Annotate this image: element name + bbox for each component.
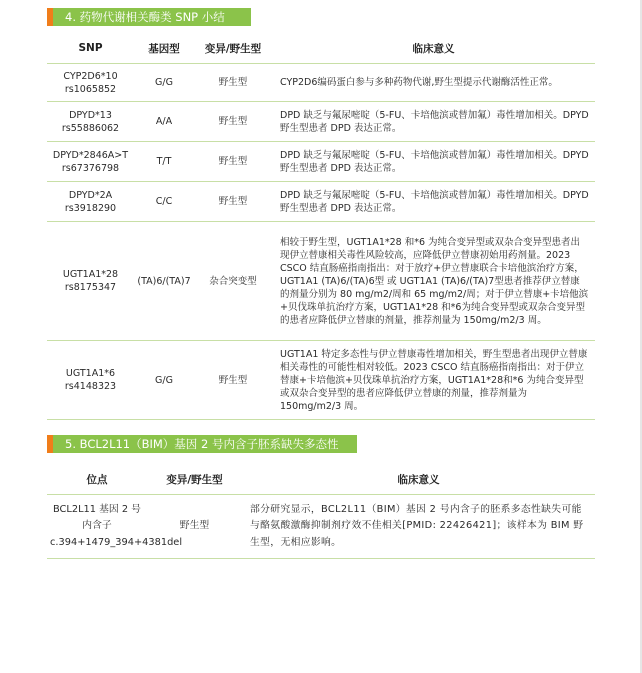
section-4-title: 4. 药物代谢相关酶类 SNP 小结 xyxy=(65,10,225,24)
col-header-genotype: 基因型 xyxy=(134,33,194,64)
type-cell: 野生型 xyxy=(194,142,272,182)
genotype-cell: A/A xyxy=(134,102,194,142)
section-4-header xyxy=(47,8,251,26)
snp-cell: UGT1A1*6 rs4148323 xyxy=(47,341,134,420)
genotype-cell: G/G xyxy=(134,64,194,102)
col-header-type: 变异/野生型 xyxy=(194,33,272,64)
table-header-row xyxy=(47,464,595,495)
meaning-cell: CYP2D6编码蛋白参与多种药物代谢,野生型提示代谢酶活性正常。 xyxy=(272,64,595,102)
snp-cell: DPYD*13 rs55886062 xyxy=(47,102,134,142)
section-5-title: 5. BCL2L11（BIM）基因 2 号内含子胚系缺失多态性 xyxy=(65,437,339,451)
meaning-cell: 相较于野生型，UGT1A1*28 和*6 为纯合变异型或双杂合变异型患者出现伊立替康相关毒性风险较高，应降低伊立替康初始用药剂量。2023 CSCO 结直肠癌指南指出：对于放疗+伊立替康联合卡培他滨治疗方案，UGT1A1 (TA)6/(TA)6型 或 UGT1A1 (TA)6/(TA)7型患者推荐伊立替康的剂量分别为 80 mg/m2/周和 65 mg/m2/周；对于伊立替康+卡培他滨+贝伐珠单抗治疗方案，UGT1A1*28 和*6为纯合变异型或双杂合变异型的患者应降低伊立替康的剂量，推荐剂量为 150mg/m2/3 周。 xyxy=(272,222,595,341)
type-cell: 野生型 xyxy=(147,495,242,559)
type-cell: 野生型 xyxy=(194,64,272,102)
genotype-cell: C/C xyxy=(134,182,194,222)
table-row xyxy=(47,341,595,420)
section-5-header xyxy=(47,435,357,453)
table-row xyxy=(47,222,595,341)
type-cell: 野生型 xyxy=(194,102,272,142)
genotype-cell: (TA)6/(TA)7 xyxy=(134,222,194,341)
snp-summary-table xyxy=(47,33,595,420)
col-header-site: 位点 xyxy=(47,464,147,495)
snp-cell: UGT1A1*28 rs8175347 xyxy=(47,222,134,341)
meaning-cell: UGT1A1 特定多态性与伊立替康毒性增加相关，野生型患者出现伊立替康相关毒性的可能性相对较低。2023 CSCO 结直肠癌指南指出：对于伊立替康+卡培他滨+贝伐珠单抗治疗方案，UGT1A1*28和*6 为纯合变异型或双杂合变异型的患者应降低伊立替康的剂量，推荐剂量为 150mg/m2/3 周。 xyxy=(272,341,595,420)
type-cell: 野生型 xyxy=(194,341,272,420)
col-header-type: 变异/野生型 xyxy=(147,464,242,495)
meaning-cell: 部分研究显示，BCL2L11（BIM）基因 2 号内含子的胚系多态性缺失可能与酪氨酸激酶抑制剂疗效不佳相关[PMID: 22426421]；该样本为 BIM 野生型，无相应影响。 xyxy=(242,495,595,559)
table-row xyxy=(47,64,595,102)
table-row xyxy=(47,102,595,142)
meaning-cell: DPD 缺乏与氟尿嘧啶（5-FU、卡培他滨或替加氟）毒性增加相关。DPYD 野生型患者 DPD 表达正常。 xyxy=(272,102,595,142)
genotype-cell: T/T xyxy=(134,142,194,182)
snp-cell: DPYD*2A rs3918290 xyxy=(47,182,134,222)
col-header-meaning: 临床意义 xyxy=(272,33,595,64)
site-cell: BCL2L11 基因 2 号内含子 c.394+1479_394+4381del xyxy=(47,495,147,559)
snp-cell: DPYD*2846A>T rs67376798 xyxy=(47,142,134,182)
snp-cell: CYP2D6*10 rs1065852 xyxy=(47,64,134,102)
type-cell: 野生型 xyxy=(194,182,272,222)
table-row xyxy=(47,182,595,222)
meaning-cell: DPD 缺乏与氟尿嘧啶（5-FU、卡培他滨或替加氟）毒性增加相关。DPYD 野生型患者 DPD 表达正常。 xyxy=(272,142,595,182)
table-row xyxy=(47,142,595,182)
type-cell: 杂合突变型 xyxy=(194,222,272,341)
col-header-snp: SNP xyxy=(47,33,134,64)
table-header-row xyxy=(47,33,595,64)
bim-table xyxy=(47,464,595,559)
table-row xyxy=(47,495,595,559)
genotype-cell: G/G xyxy=(134,341,194,420)
col-header-meaning: 临床意义 xyxy=(242,464,595,495)
meaning-cell: DPD 缺乏与氟尿嘧啶（5-FU、卡培他滨或替加氟）毒性增加相关。DPYD 野生型患者 DPD 表达正常。 xyxy=(272,182,595,222)
